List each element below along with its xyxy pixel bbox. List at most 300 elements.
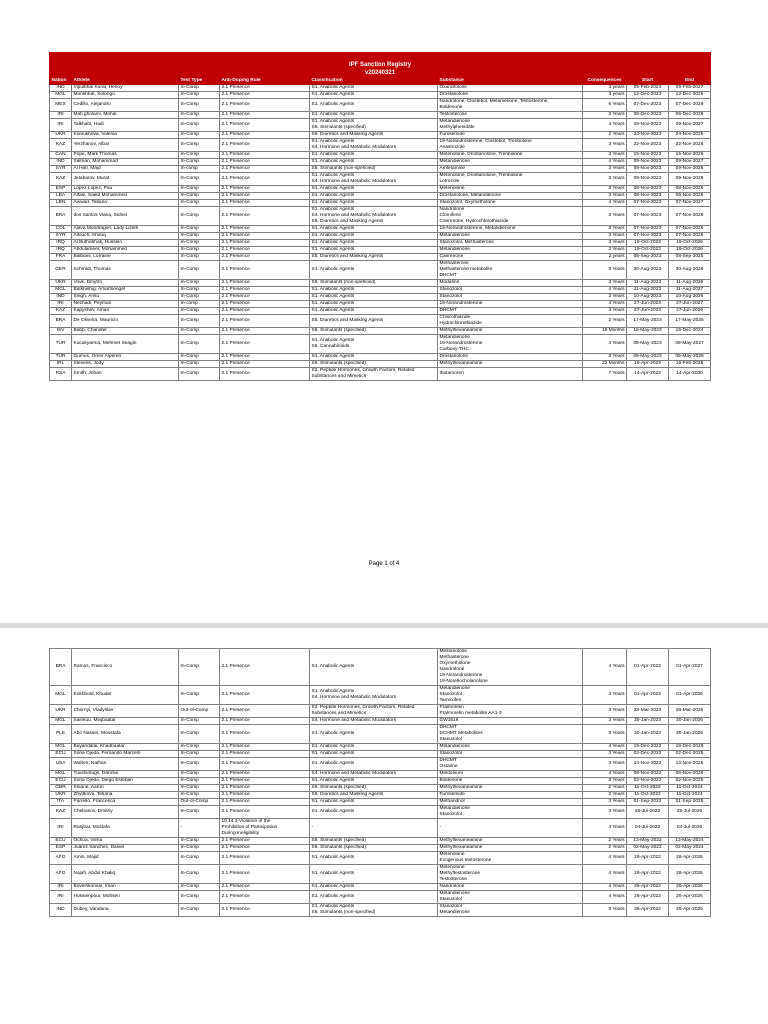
- cell-classification: S1. Anabolic Agents S4. Hormone and Metabolic Modulators: [310, 173, 438, 186]
- cell-athlete: Sloane, Aaron: [72, 785, 179, 792]
- cell-consequences: 3 Years: [583, 166, 627, 173]
- table-row: [50, 771, 711, 778]
- cell-end-date: 30-Jan-2026: [669, 725, 711, 744]
- table-row: [50, 226, 711, 233]
- cell-start-date: 01-Apr-2023: [627, 649, 669, 686]
- cell-classification: S1. Anabolic Agents S4. Hormone and Metabolic Modulators: [310, 139, 438, 152]
- cell-classification: S6. Stimulants (specified): [310, 845, 438, 852]
- cell-end-date: 12-Dec-2026: [669, 92, 711, 99]
- table-row: [50, 92, 711, 99]
- cell-start-date: 19-Oct-2023: [627, 240, 669, 247]
- cell-consequences: 3 Years: [583, 354, 627, 361]
- cell-substance: 19-Norandrosterone, Metandienone: [438, 226, 583, 233]
- cell-end-date: 08-Nov-2026: [669, 186, 711, 193]
- cell-substance: Methylhexaneamine: [438, 361, 583, 368]
- cell-consequences: 3 Years: [583, 112, 627, 119]
- cell-test-type: In-Comp: [179, 891, 220, 904]
- page-footer: Page 1 of 4: [368, 561, 400, 567]
- cell-end-date: 24-Nov-2025: [669, 132, 711, 139]
- table-row: [50, 328, 711, 335]
- cell-test-type: In-Comp: [179, 744, 220, 751]
- cell-nation: IRQ: [50, 240, 72, 247]
- cell-start-date: 29-Nov-2023: [627, 119, 669, 132]
- table-row: [50, 758, 711, 771]
- cell-nation: MGL: [50, 686, 72, 705]
- cell-test-type: -: [179, 819, 220, 838]
- cell-nation: LBA: [50, 193, 72, 200]
- cell-nation: LBN: [50, 200, 72, 207]
- cell-classification: S1. Anabolic Agents: [310, 758, 438, 771]
- cell-classification: S1. Anabolic Agents: [310, 308, 438, 315]
- cell-end-date: 08-May-2026: [669, 354, 711, 361]
- cell-athlete: Vovk, Dmytro: [72, 280, 179, 287]
- table-row: [50, 368, 711, 381]
- cell-nation: ESP: [50, 845, 72, 852]
- cell-anti-doping-rule: 2.1 Presence: [220, 771, 310, 778]
- cell-anti-doping-rule: 2.1 Presence: [220, 865, 310, 884]
- cell-end-date: 05-Feb-2027: [669, 85, 711, 92]
- cell-start-date: 08-May-2023: [627, 354, 669, 361]
- cell-classification: S1. Anabolic Agents: [310, 85, 438, 92]
- table-row: [50, 819, 711, 838]
- cell-classification: S1. Anabolic Agents: [310, 287, 438, 294]
- cell-anti-doping-rule: 2.1 Presence: [220, 806, 310, 819]
- cell-nation: MGL: [50, 744, 72, 751]
- table-row: [50, 686, 711, 705]
- cell-anti-doping-rule: 2.1 Presence: [220, 247, 310, 254]
- cell-nation: UKR: [50, 280, 72, 287]
- cell-anti-doping-rule: 2.1 Presence: [220, 186, 310, 193]
- cell-classification: S2. Peptide Hormones, Growth Factors, Related Substances and Mimetics: [310, 368, 438, 381]
- cell-substance: Mestanolone Methasterone Oxymetholone Nandrolone 19-Norandrosterone 19-Noretiocholanolone: [438, 649, 583, 686]
- cell-consequences: 3 Years: [583, 308, 627, 315]
- cell-nation: COL: [50, 226, 72, 233]
- cell-nation: MGL: [50, 718, 72, 725]
- cell-start-date: 02-Dec-2022: [627, 751, 669, 758]
- table-row: [50, 308, 711, 315]
- cell-classification: S1. Anabolic Agents: [310, 778, 438, 785]
- cell-start-date: 05-Feb-2024: [627, 85, 669, 92]
- cell-test-type: In-Comp: [179, 280, 220, 287]
- cell-consequences: 3 Years: [583, 233, 627, 240]
- cell-test-type: In-Comp: [179, 173, 220, 186]
- cell-consequences: 3 years: [583, 85, 627, 92]
- cell-substance: -: [438, 819, 583, 838]
- cell-anti-doping-rule: 2.1 Presence: [220, 301, 310, 308]
- cell-athlete: Chornyi, Vladyslav: [72, 705, 179, 718]
- cell-athlete: Buyandalai, Khadbaatar: [72, 744, 179, 751]
- cell-classification: S1. Anabolic Agents: [310, 99, 438, 112]
- cell-consequences: 3 Years: [583, 226, 627, 233]
- cell-consequences: 4 Years: [583, 301, 627, 308]
- cell-nation: ITA: [50, 799, 72, 806]
- cell-end-date: 30-Jan-2026: [669, 718, 711, 725]
- cell-end-date: 11-Aug-2027: [669, 287, 711, 294]
- cell-substance: Stanozolol, Methasterone: [438, 240, 583, 247]
- cell-end-date: 07-Nov-2026: [669, 207, 711, 226]
- cell-substance: Methylhexaneamine: [438, 838, 583, 845]
- cell-anti-doping-rule: 2.1 Presence: [220, 152, 310, 159]
- cell-classification: S1. Anabolic Agents: [310, 247, 438, 254]
- cell-nation: TUR: [50, 354, 72, 361]
- cell-start-date: 26-Apr-2022: [627, 865, 669, 884]
- cell-consequences: 4 Years: [583, 771, 627, 778]
- cell-consequences: 3 Years: [583, 799, 627, 806]
- cell-test-type: In-Comp: [179, 186, 220, 193]
- cell-classification: S1. Anabolic Agents: [310, 354, 438, 361]
- cell-test-type: In-Comp: [179, 852, 220, 865]
- cell-end-date: 08-Nov-2026: [669, 193, 711, 200]
- column-header-anti-doping-rule: Anti-Doping Rule: [220, 78, 310, 85]
- cell-consequences: 3 Years: [583, 778, 627, 785]
- cell-athlete: Parrello, Francesca: [72, 799, 179, 806]
- cell-athlete: Soria Ojeda, Fernando Marcelo: [72, 751, 179, 758]
- table-row: [50, 159, 711, 166]
- cell-consequences: 3 Years: [583, 904, 627, 917]
- cell-classification: S6. Stimulants (specified): [310, 838, 438, 845]
- table-row: [50, 865, 711, 884]
- cell-athlete: Awwad, Tatiana: [72, 200, 179, 207]
- cell-start-date: 30-Aug-2023: [627, 261, 669, 280]
- cell-nation: MEX: [50, 99, 72, 112]
- cell-nation: MGL: [50, 771, 72, 778]
- cell-nation: IND: [50, 904, 72, 917]
- cell-athlete: Alava Mondragon, Lady Lizeth: [72, 226, 179, 233]
- cell-test-type: In-Comp: [179, 686, 220, 705]
- cell-athlete: Nezhadi, Peyman: [72, 301, 179, 308]
- cell-substance: Drostanolone, Metandienone: [438, 193, 583, 200]
- cell-consequences: 3 Years: [583, 139, 627, 152]
- cell-end-date: 22-Nov-2026: [669, 139, 711, 152]
- cell-athlete: Najafi, Abdul Khaliq: [72, 865, 179, 884]
- cell-classification: S2. Peptide Hormones, Growth Factors, Related Substances and Mimetics: [310, 705, 438, 718]
- cell-anti-doping-rule: 2.1 Presence: [220, 799, 310, 806]
- cell-anti-doping-rule: 2.1 Presence: [220, 226, 310, 233]
- cell-anti-doping-rule: 2.1 Presence: [220, 361, 310, 368]
- cell-substance: Methylhexaneamine: [438, 785, 583, 792]
- cell-test-type: In-Comp: [179, 159, 220, 166]
- cell-anti-doping-rule: 2.1 Presence: [220, 166, 310, 173]
- cell-test-type: In-Comp: [179, 368, 220, 381]
- cell-end-date: 28-Mar-2026: [669, 705, 711, 718]
- cell-test-type: In-Comp: [179, 152, 220, 159]
- cell-start-date: 07-Nov-2023: [627, 207, 669, 226]
- cell-nation: SYR: [50, 166, 72, 173]
- cell-end-date: 01-Apr-2027: [669, 649, 711, 686]
- cell-athlete: Abdulameer, Mohammed: [72, 247, 179, 254]
- cell-substance: Furosemide: [438, 792, 583, 799]
- table-row: [50, 845, 711, 852]
- cell-athlete: Allouch, Shouq: [72, 233, 179, 240]
- cell-anti-doping-rule: 2.1 Presence: [220, 904, 310, 917]
- cell-substance: Oxandrolone: [438, 85, 583, 92]
- cell-nation: GBR: [50, 785, 72, 792]
- table-row: [50, 287, 711, 294]
- cell-athlete: Ranjbar, Mostafa: [72, 819, 179, 838]
- table-row: [50, 649, 711, 686]
- cell-start-date: 30-Jan-2023: [627, 725, 669, 744]
- cell-end-date: 07-Nov-2027: [669, 200, 711, 207]
- cell-nation: IRI: [50, 301, 72, 308]
- cell-athlete: Kapyshev, Aman: [72, 308, 179, 315]
- cell-nation: CAN: [50, 152, 72, 159]
- cell-classification: S1. Anabolic Agents: [310, 152, 438, 159]
- table-row: [50, 315, 711, 328]
- cell-nation: ECU: [50, 751, 72, 758]
- cell-anti-doping-rule: 2.1 Presence: [220, 744, 310, 751]
- column-header-athlete: Athlete: [72, 78, 179, 85]
- cell-anti-doping-rule: 2.1 Presence: [220, 139, 310, 152]
- cell-consequences: 4 Years: [583, 884, 627, 891]
- cell-anti-doping-rule: 2.1 Presence: [220, 315, 310, 328]
- cell-athlete: dos Santos Viana, Sidnei: [72, 207, 179, 226]
- column-header-substance: Substance: [438, 78, 583, 85]
- cell-start-date: 04-Jul-2022: [627, 819, 669, 838]
- cell-start-date: 27-Jun-2023: [627, 301, 669, 308]
- cell-start-date: 07-Nov-2023: [627, 200, 669, 207]
- cell-start-date: 01-Apr-2023: [627, 686, 669, 705]
- cell-consequences: 4 Years: [583, 865, 627, 884]
- cell-end-date: 27-Jun-2027: [669, 301, 711, 308]
- cell-nation: BRA: [50, 315, 72, 328]
- cell-anti-doping-rule: 2.1 Presence: [220, 200, 310, 207]
- cell-substance: Stanozolol: [438, 751, 583, 758]
- cell-consequences: 2 Years: [583, 845, 627, 852]
- cell-nation: IRI: [50, 891, 72, 904]
- table-row: [50, 166, 711, 173]
- table-row: [50, 119, 711, 132]
- cell-start-date: 26-Apr-2022: [627, 904, 669, 917]
- cell-start-date: 25-Jul-2022: [627, 806, 669, 819]
- cell-classification: S1. Anabolic Agents: [310, 891, 438, 904]
- cell-classification: S4. Hormone and Metabolic Modulators: [310, 718, 438, 725]
- cell-substance: Modafinil: [438, 280, 583, 287]
- cell-anti-doping-rule: 2.1 Presence: [220, 132, 310, 139]
- cell-anti-doping-rule: 2.1 Presence: [220, 294, 310, 301]
- cell-classification: S1. Anabolic Agents: [310, 193, 438, 200]
- cell-athlete: Batkhishig, Amartsengel: [72, 287, 179, 294]
- cell-substance: Meldonium: [438, 771, 583, 778]
- table-row: [50, 240, 711, 247]
- cell-anti-doping-rule: 2.1 Presence: [220, 119, 310, 132]
- cell-anti-doping-rule: 2.1 Presence: [220, 852, 310, 865]
- cell-test-type: In-Comp: [179, 838, 220, 845]
- cell-consequences: 4 Years: [583, 891, 627, 904]
- column-header-classification: Classification: [310, 78, 438, 85]
- cell-consequences: 3 Years: [583, 725, 627, 744]
- cell-anti-doping-rule: 2.1 Presence: [220, 751, 310, 758]
- cell-substance: Methylhexaneamine: [438, 328, 583, 335]
- cell-athlete: Schmidt, Thomas: [72, 261, 179, 280]
- cell-test-type: In-Comp: [179, 771, 220, 778]
- column-header-end-date: End: [669, 78, 711, 85]
- cell-classification: S1. Anabolic Agents: [310, 200, 438, 207]
- cell-athlete: Jetabarov, Murat: [72, 173, 179, 186]
- cell-start-date: 07-Nov-2023: [627, 226, 669, 233]
- table-row: [50, 705, 711, 718]
- table-row: [50, 744, 711, 751]
- cell-test-type: In-Comp: [179, 254, 220, 261]
- cell-classification: S1. Anabolic Agents: [310, 649, 438, 686]
- cell-end-date: 13-May-2024: [669, 838, 711, 845]
- cell-start-date: 12-Dec-2023: [627, 92, 669, 99]
- cell-substance: Metenolone, Drostanolone, Trenbolone Letrozole: [438, 173, 583, 186]
- cell-consequences: 3 Years: [583, 261, 627, 280]
- table-row: [50, 884, 711, 891]
- cell-anti-doping-rule: 2.1 Presence: [220, 884, 310, 891]
- cell-anti-doping-rule: 2.1 Presence: [220, 725, 310, 744]
- cell-test-type: In-Comp: [179, 112, 220, 119]
- cell-test-type: In-Comp: [179, 792, 220, 799]
- cell-substance: Boldenone: [438, 778, 583, 785]
- cell-substance: Pralmorelin Pralmorelin metabolite AA1-3: [438, 705, 583, 718]
- cell-nation: IND: [50, 85, 72, 92]
- cell-classification: S1. Anabolic Agents S4. Hormone and Metabolic Modulators: [310, 686, 438, 705]
- cell-consequences: 4 Years: [583, 200, 627, 207]
- cell-test-type: In-Comp: [179, 865, 220, 884]
- table-row: [50, 806, 711, 819]
- cell-test-type: In-Comp: [179, 200, 220, 207]
- cell-anti-doping-rule: 2.1 Presence: [220, 159, 310, 166]
- cell-anti-doping-rule: 2.1 Presence: [220, 368, 310, 381]
- cell-end-date: 08-May-2027: [669, 335, 711, 354]
- cell-nation: MGL: [50, 287, 72, 294]
- cell-test-type: In-Comp: [179, 335, 220, 354]
- cell-consequences: 4 Years: [583, 852, 627, 865]
- cell-consequences: 3 Years: [583, 294, 627, 301]
- table-row: [50, 99, 711, 112]
- cell-start-date: 28-Mar-2023: [627, 705, 669, 718]
- cell-test-type: In-Comp: [179, 85, 220, 92]
- cell-end-date: 26-Apr-2025: [669, 904, 711, 917]
- cell-nation: IRQ: [50, 247, 72, 254]
- cell-nation: AFG: [50, 865, 72, 884]
- cell-athlete: Ochoa, Vilma: [72, 838, 179, 845]
- table-row: [50, 193, 711, 200]
- cell-consequences: 2 Years: [583, 838, 627, 845]
- table-row: [50, 792, 711, 799]
- table-row: [50, 233, 711, 240]
- cell-classification: S5. Diuretics and Masking Agents: [310, 792, 438, 799]
- cell-end-date: 17-May-2025: [669, 315, 711, 328]
- table-row: [50, 301, 711, 308]
- cell-consequences: 22 Months: [583, 361, 627, 368]
- cell-end-date: 10-Aug-2026: [669, 294, 711, 301]
- cell-test-type: In-Comp: [179, 725, 220, 744]
- cell-athlete: Soria Ojeda, Diego Esteban: [72, 778, 179, 785]
- cell-start-date: 11-Oct-2022: [627, 785, 669, 792]
- column-header-consequences: Consequences: [583, 78, 627, 85]
- cell-end-date: 01-Apr-2026: [669, 686, 711, 705]
- cell-test-type: In-Comp: [179, 315, 220, 328]
- cell-consequences: 19 Months: [583, 328, 627, 335]
- cell-end-date: 26-Apr-2026: [669, 852, 711, 865]
- cell-classification: S1. Anabolic Agents: [310, 294, 438, 301]
- cell-classification: S6. Stimulants (specified): [310, 328, 438, 335]
- cell-start-date: 22-Nov-2023: [627, 139, 669, 152]
- cell-start-date: 17-May-2023: [627, 315, 669, 328]
- cell-consequences: 3 Years: [583, 718, 627, 725]
- cell-anti-doping-rule: 2.1 Presence: [220, 287, 310, 294]
- cell-nation: IND: [50, 159, 72, 166]
- cell-start-date: 27-Jun-2023: [627, 308, 669, 315]
- cell-athlete: Munkhbat, Solongo: [72, 92, 179, 99]
- table-row: [50, 294, 711, 301]
- cell-start-date: 07-Nov-2023: [627, 233, 669, 240]
- table-row: [50, 139, 711, 152]
- cell-start-date: 09-Nov-2023: [627, 159, 669, 166]
- table-row: [50, 354, 711, 361]
- table-row: [50, 778, 711, 785]
- cell-substance: Chlorothiazide Hydrochlorothiazide: [438, 315, 583, 328]
- cell-consequences: 3 Years: [583, 240, 627, 247]
- cell-substance: Metandienone: [438, 159, 583, 166]
- cell-substance: GW1516: [438, 718, 583, 725]
- cell-athlete: Yerzhanov, Aibar: [72, 139, 179, 152]
- cell-athlete: Salman, Mohammad: [72, 159, 179, 166]
- cell-nation: IRI: [50, 819, 72, 838]
- cell-classification: S6. Stimulants (specified): [310, 361, 438, 368]
- table-row: [50, 785, 711, 792]
- cell-substance: 19-Norandrosterone, Clostebol, Trenbolone Anastrozole: [438, 139, 583, 152]
- cell-test-type: In-Comp: [179, 649, 220, 686]
- cell-athlete: Koniukhova, Valeriia: [72, 132, 179, 139]
- cell-test-type: In-comp: [179, 301, 220, 308]
- cell-athlete: Enkhbold, Khuder: [72, 686, 179, 705]
- cell-start-date: 14-Apr-2023: [627, 368, 669, 381]
- cell-nation: KAZ: [50, 173, 72, 186]
- cell-start-date: 11-Aug-2023: [627, 287, 669, 294]
- cell-classification: S6. Stimulants (specified): [310, 785, 438, 792]
- cell-start-date: 08-Nov-2023: [627, 193, 669, 200]
- cell-anti-doping-rule: 2.1 Presence: [220, 308, 310, 315]
- cell-athlete: Mafi gholami, Mehdi: [72, 112, 179, 119]
- cell-start-date: 06-Dec-2023: [627, 112, 669, 119]
- cell-end-date: 09-Nov-2027: [669, 159, 711, 166]
- cell-end-date: 19-Oct-2026: [669, 247, 711, 254]
- cell-consequences: 7 Years: [583, 368, 627, 381]
- cell-test-type: In-Comp: [179, 207, 220, 226]
- cell-anti-doping-rule: 2.1 Presence: [220, 778, 310, 785]
- cell-end-date: 02-May-2024: [669, 845, 711, 852]
- cell-test-type: In-Comp: [179, 845, 220, 852]
- cell-consequences: 3 Years: [583, 686, 627, 705]
- cell-substance: Drostanolone: [438, 92, 583, 99]
- cell-end-date: 26-Apr-2026: [669, 865, 711, 884]
- cell-athlete: Boveirikonani, Iman: [72, 884, 179, 891]
- cell-classification: S6. Stimulants (non-speficied): [310, 280, 438, 287]
- cell-test-type: In-Comp: [179, 92, 220, 99]
- cell-anti-doping-rule: 2.1 Presence: [220, 254, 310, 261]
- cell-classification: S1. Anabolic Agents: [310, 226, 438, 233]
- cell-anti-doping-rule: 2.1 Presence: [220, 240, 310, 247]
- cell-nation: UKR: [50, 705, 72, 718]
- cell-consequences: 4 Years: [583, 287, 627, 294]
- table-row: [50, 838, 711, 845]
- cell-anti-doping-rule: 2.1 Presence: [220, 92, 310, 99]
- cell-test-type: In-Comp: [179, 233, 220, 240]
- cell-start-date: 08-Nov-2022: [627, 771, 669, 778]
- cell-test-type: Out-of-Comp: [179, 705, 220, 718]
- cell-classification: S1. Anabolic Agents: [310, 725, 438, 744]
- cell-athlete: Chebanov, Dmitriy: [72, 806, 179, 819]
- cell-classification: S1. Anabolic Agents: [310, 751, 438, 758]
- cell-athlete: Hosseinpour, Mohsen: [72, 891, 179, 904]
- table-row: [50, 361, 711, 368]
- cell-start-date: 26-Apr-2022: [627, 852, 669, 865]
- cell-anti-doping-rule: 2.1 Presence: [220, 686, 310, 705]
- cell-substance: Drostanolone: [438, 354, 583, 361]
